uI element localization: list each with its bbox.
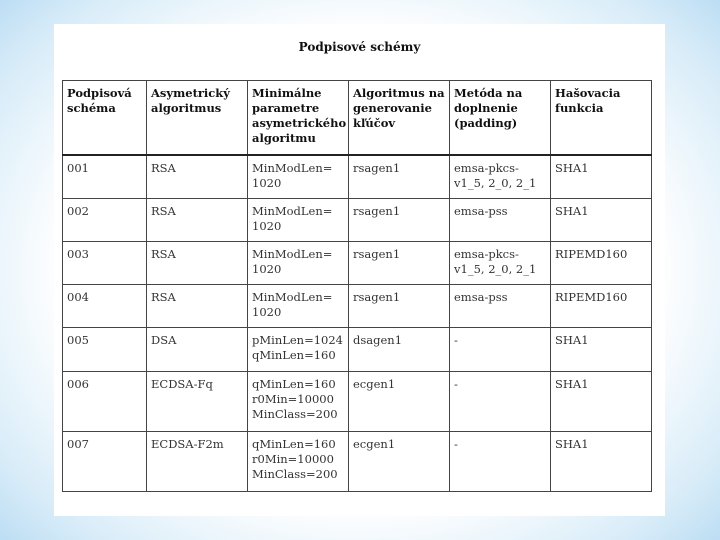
cell-keygen: ecgen1 — [349, 431, 450, 491]
cell-padding: emsa-pss — [450, 285, 551, 328]
cell-scheme: 005 — [63, 328, 147, 371]
page-title: Podpisové schémy — [298, 40, 421, 54]
header-hash-function: Hašovacia funkcia — [551, 81, 652, 155]
cell-scheme: 004 — [63, 285, 147, 328]
table-row — [63, 328, 652, 371]
cell-hash: SHA1 — [551, 431, 652, 491]
cell-keygen: rsagen1 — [349, 285, 450, 328]
table-row — [63, 285, 652, 328]
table-header-row — [63, 81, 652, 155]
header-asymmetric-algorithm: Asymetrický algoritmus — [147, 81, 248, 155]
cell-parameters: MinModLen= 1020 — [248, 155, 349, 199]
header-minimal-parameters: Minimálne parametre asymetrického algoritmu — [248, 81, 349, 155]
cell-padding: emsa-pss — [450, 198, 551, 241]
table-row — [63, 155, 652, 199]
cell-scheme: 002 — [63, 198, 147, 241]
cell-parameters: qMinLen=160 r0Min=10000 MinClass=200 — [248, 371, 349, 431]
cell-keygen: ecgen1 — [349, 371, 450, 431]
cell-parameters: MinModLen= 1020 — [248, 285, 349, 328]
cell-hash: SHA1 — [551, 198, 652, 241]
cell-keygen: rsagen1 — [349, 198, 450, 241]
table-row — [63, 431, 652, 491]
cell-algorithm: RSA — [147, 155, 248, 199]
cell-scheme: 007 — [63, 431, 147, 491]
cell-hash: SHA1 — [551, 371, 652, 431]
header-padding-method: Metóda na doplnenie (padding) — [450, 81, 551, 155]
cell-scheme: 001 — [63, 155, 147, 199]
cell-padding: - — [450, 328, 551, 371]
cell-hash: RIPEMD160 — [551, 241, 652, 284]
cell-hash: SHA1 — [551, 328, 652, 371]
cell-parameters: qMinLen=160 r0Min=10000 MinClass=200 — [248, 431, 349, 491]
table-row — [63, 241, 652, 284]
cell-parameters: pMinLen=1024 qMinLen=160 — [248, 328, 349, 371]
cell-algorithm: ECDSA-Fq — [147, 371, 248, 431]
signature-schemes-table — [62, 80, 652, 492]
cell-scheme: 006 — [63, 371, 147, 431]
cell-algorithm: RSA — [147, 198, 248, 241]
cell-algorithm: RSA — [147, 241, 248, 284]
cell-keygen: dsagen1 — [349, 328, 450, 371]
cell-keygen: rsagen1 — [349, 155, 450, 199]
cell-parameters: MinModLen= 1020 — [248, 241, 349, 284]
cell-padding: - — [450, 371, 551, 431]
cell-padding: - — [450, 431, 551, 491]
cell-hash: RIPEMD160 — [551, 285, 652, 328]
header-signature-scheme: Podpisová schéma — [63, 81, 147, 155]
header-key-generation-algorithm: Algoritmus na generovanie kľúčov — [349, 81, 450, 155]
document-page — [54, 24, 665, 516]
cell-scheme: 003 — [63, 241, 147, 284]
cell-algorithm: ECDSA-F2m — [147, 431, 248, 491]
cell-hash: SHA1 — [551, 155, 652, 199]
cell-padding: emsa-pkcs- v1_5, 2_0, 2_1 — [450, 241, 551, 284]
table-row — [63, 198, 652, 241]
table-row — [63, 371, 652, 431]
cell-algorithm: DSA — [147, 328, 248, 371]
cell-algorithm: RSA — [147, 285, 248, 328]
cell-parameters: MinModLen= 1020 — [248, 198, 349, 241]
cell-keygen: rsagen1 — [349, 241, 450, 284]
cell-padding: emsa-pkcs- v1_5, 2_0, 2_1 — [450, 155, 551, 199]
